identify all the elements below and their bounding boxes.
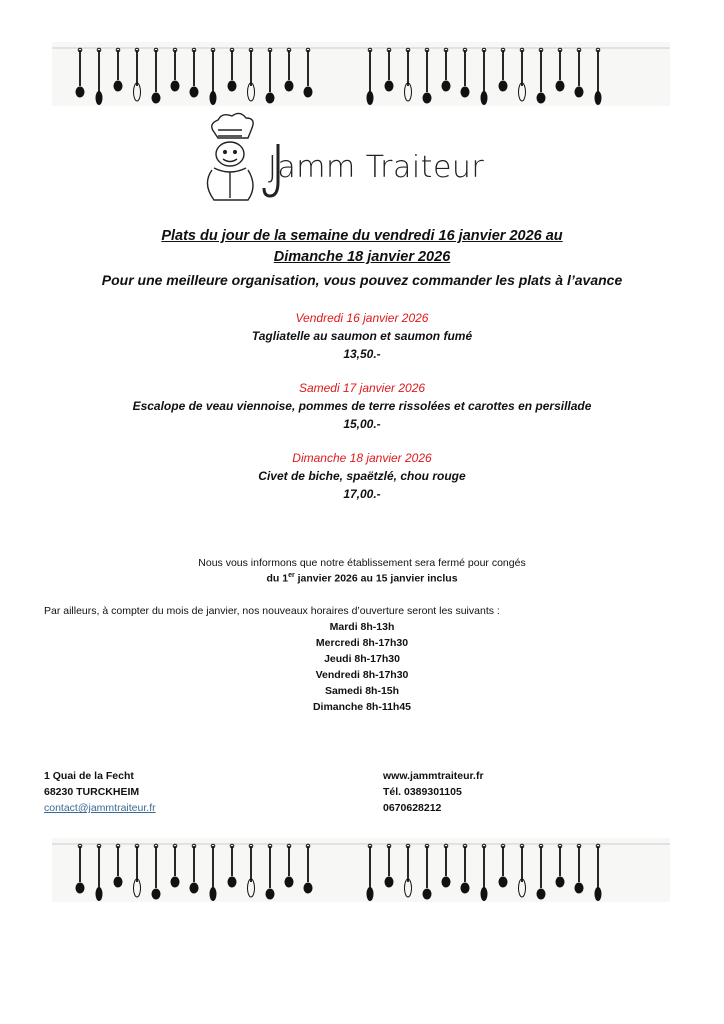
menu-title-line1: Plats du jour de la semaine du vendredi 16 janvier 2026 au [161,228,563,244]
mobile-text: 0670628212 [383,802,442,814]
address-line1: 1 Quai de la Fecht [44,770,134,782]
closure-dates [0,572,724,585]
utensil-banner-top [52,42,670,106]
spatula-icon [96,844,103,901]
whisk-icon [405,48,412,101]
spoon-icon [385,48,394,91]
ladle-icon [76,48,85,97]
fork-icon [423,844,432,899]
fork-icon [537,48,546,103]
day-label: Dimanche 18 janvier 2026 [292,451,432,465]
spatula-icon [481,844,488,901]
menu-subtitle: Pour une meilleure organisation, vous pouvez commander les plats à l’avance [101,272,623,288]
hours-item: Dimanche 8h-11h45 [312,701,412,713]
menu-title-line2-text: Dimanche 18 janvier 2026 [273,249,451,265]
dish-price: 13,50.- [343,347,381,361]
spoon-icon [114,48,123,91]
spatula-icon [595,48,602,105]
ladle-icon [575,844,584,893]
menu-title-line2 [0,249,724,265]
whisk-icon [248,48,255,101]
skimmer-icon [442,48,451,91]
hours-item: Vendredi 8h-17h30 [315,669,409,681]
fork-icon [152,48,161,103]
skimmer-icon [556,48,565,91]
ladle-icon [76,844,85,893]
website-text: www.jammtraiteur.fr [383,770,484,782]
closure-dates-sup: er [288,572,295,579]
ladle-icon [304,844,313,893]
skimmer-icon [171,48,180,91]
closure-dates-suffix: janvier 2026 au 15 janvier inclus [294,572,458,585]
skimmer-icon [442,844,451,887]
whisk-icon [405,844,412,897]
hours-intro: Par ailleurs, à compter du mois de janvier, nos nouveaux horaires d’ouverture seront les suivants : [44,605,500,617]
ladle-icon [304,48,313,97]
spoon-icon [228,48,237,91]
spatula-icon [210,48,217,105]
ladle-icon [190,48,199,97]
spoon-icon [499,48,508,91]
fork-icon [537,844,546,899]
whisk-icon [248,844,255,897]
dish-price: 15,00.- [343,417,381,431]
skimmer-icon [556,844,565,887]
whisk-icon [519,844,526,897]
hours-item: Jeudi 8h-17h30 [324,653,400,665]
phone-text: Tél. 0389301105 [383,786,462,798]
ladle-icon [190,844,199,893]
spoon-icon [114,844,123,887]
spatula-icon [595,844,602,901]
hours-item: Samedi 8h-15h [324,685,400,697]
whisk-icon [519,48,526,101]
dish-price: 17,00.- [343,487,381,501]
dish-name: Escalope de veau viennoise, pommes de terre rissolées et carottes en persillade [132,399,592,413]
fork-icon [152,844,161,899]
skimmer-icon [171,844,180,887]
day-label: Samedi 17 janvier 2026 [298,381,426,395]
spatula-icon [210,844,217,901]
email-link[interactable]: contact@jammtraiteur.fr [44,802,156,814]
spoon-icon [499,844,508,887]
spatula-icon [96,48,103,105]
hours-item: Mardi 8h-13h [329,621,395,633]
utensil-banner-bottom [52,838,670,902]
skimmer-icon [285,48,294,91]
spatula-icon [481,48,488,105]
closure-notice: Nous vous informons que notre établissement sera fermé pour congés [198,557,526,569]
ladle-icon [575,48,584,97]
ladle-icon [461,48,470,97]
brand-name: Jamm Traiteur [268,150,485,185]
skimmer-icon [285,844,294,887]
fork-icon [266,844,275,899]
whisk-icon [134,844,141,897]
spatula-icon [367,48,374,105]
hours-item: Mercredi 8h-17h30 [315,637,409,649]
spoon-icon [385,844,394,887]
day-label: Vendredi 16 janvier 2026 [295,311,429,325]
email-row [44,802,156,814]
spoon-icon [228,844,237,887]
spatula-icon [367,844,374,901]
utensils-decoration-bottom [52,838,670,902]
dish-name: Civet de biche, spaëtzlé, chou rouge [258,469,466,483]
utensils-decoration-top [52,42,670,106]
fork-icon [266,48,275,103]
fork-icon [423,48,432,103]
address-line2: 68230 TURCKHEIM [44,786,140,798]
ladle-icon [461,844,470,893]
whisk-icon [134,48,141,101]
closure-dates-prefix: du 1 [266,572,289,585]
dish-name: Tagliatelle au saumon et saumon fumé [251,329,473,343]
